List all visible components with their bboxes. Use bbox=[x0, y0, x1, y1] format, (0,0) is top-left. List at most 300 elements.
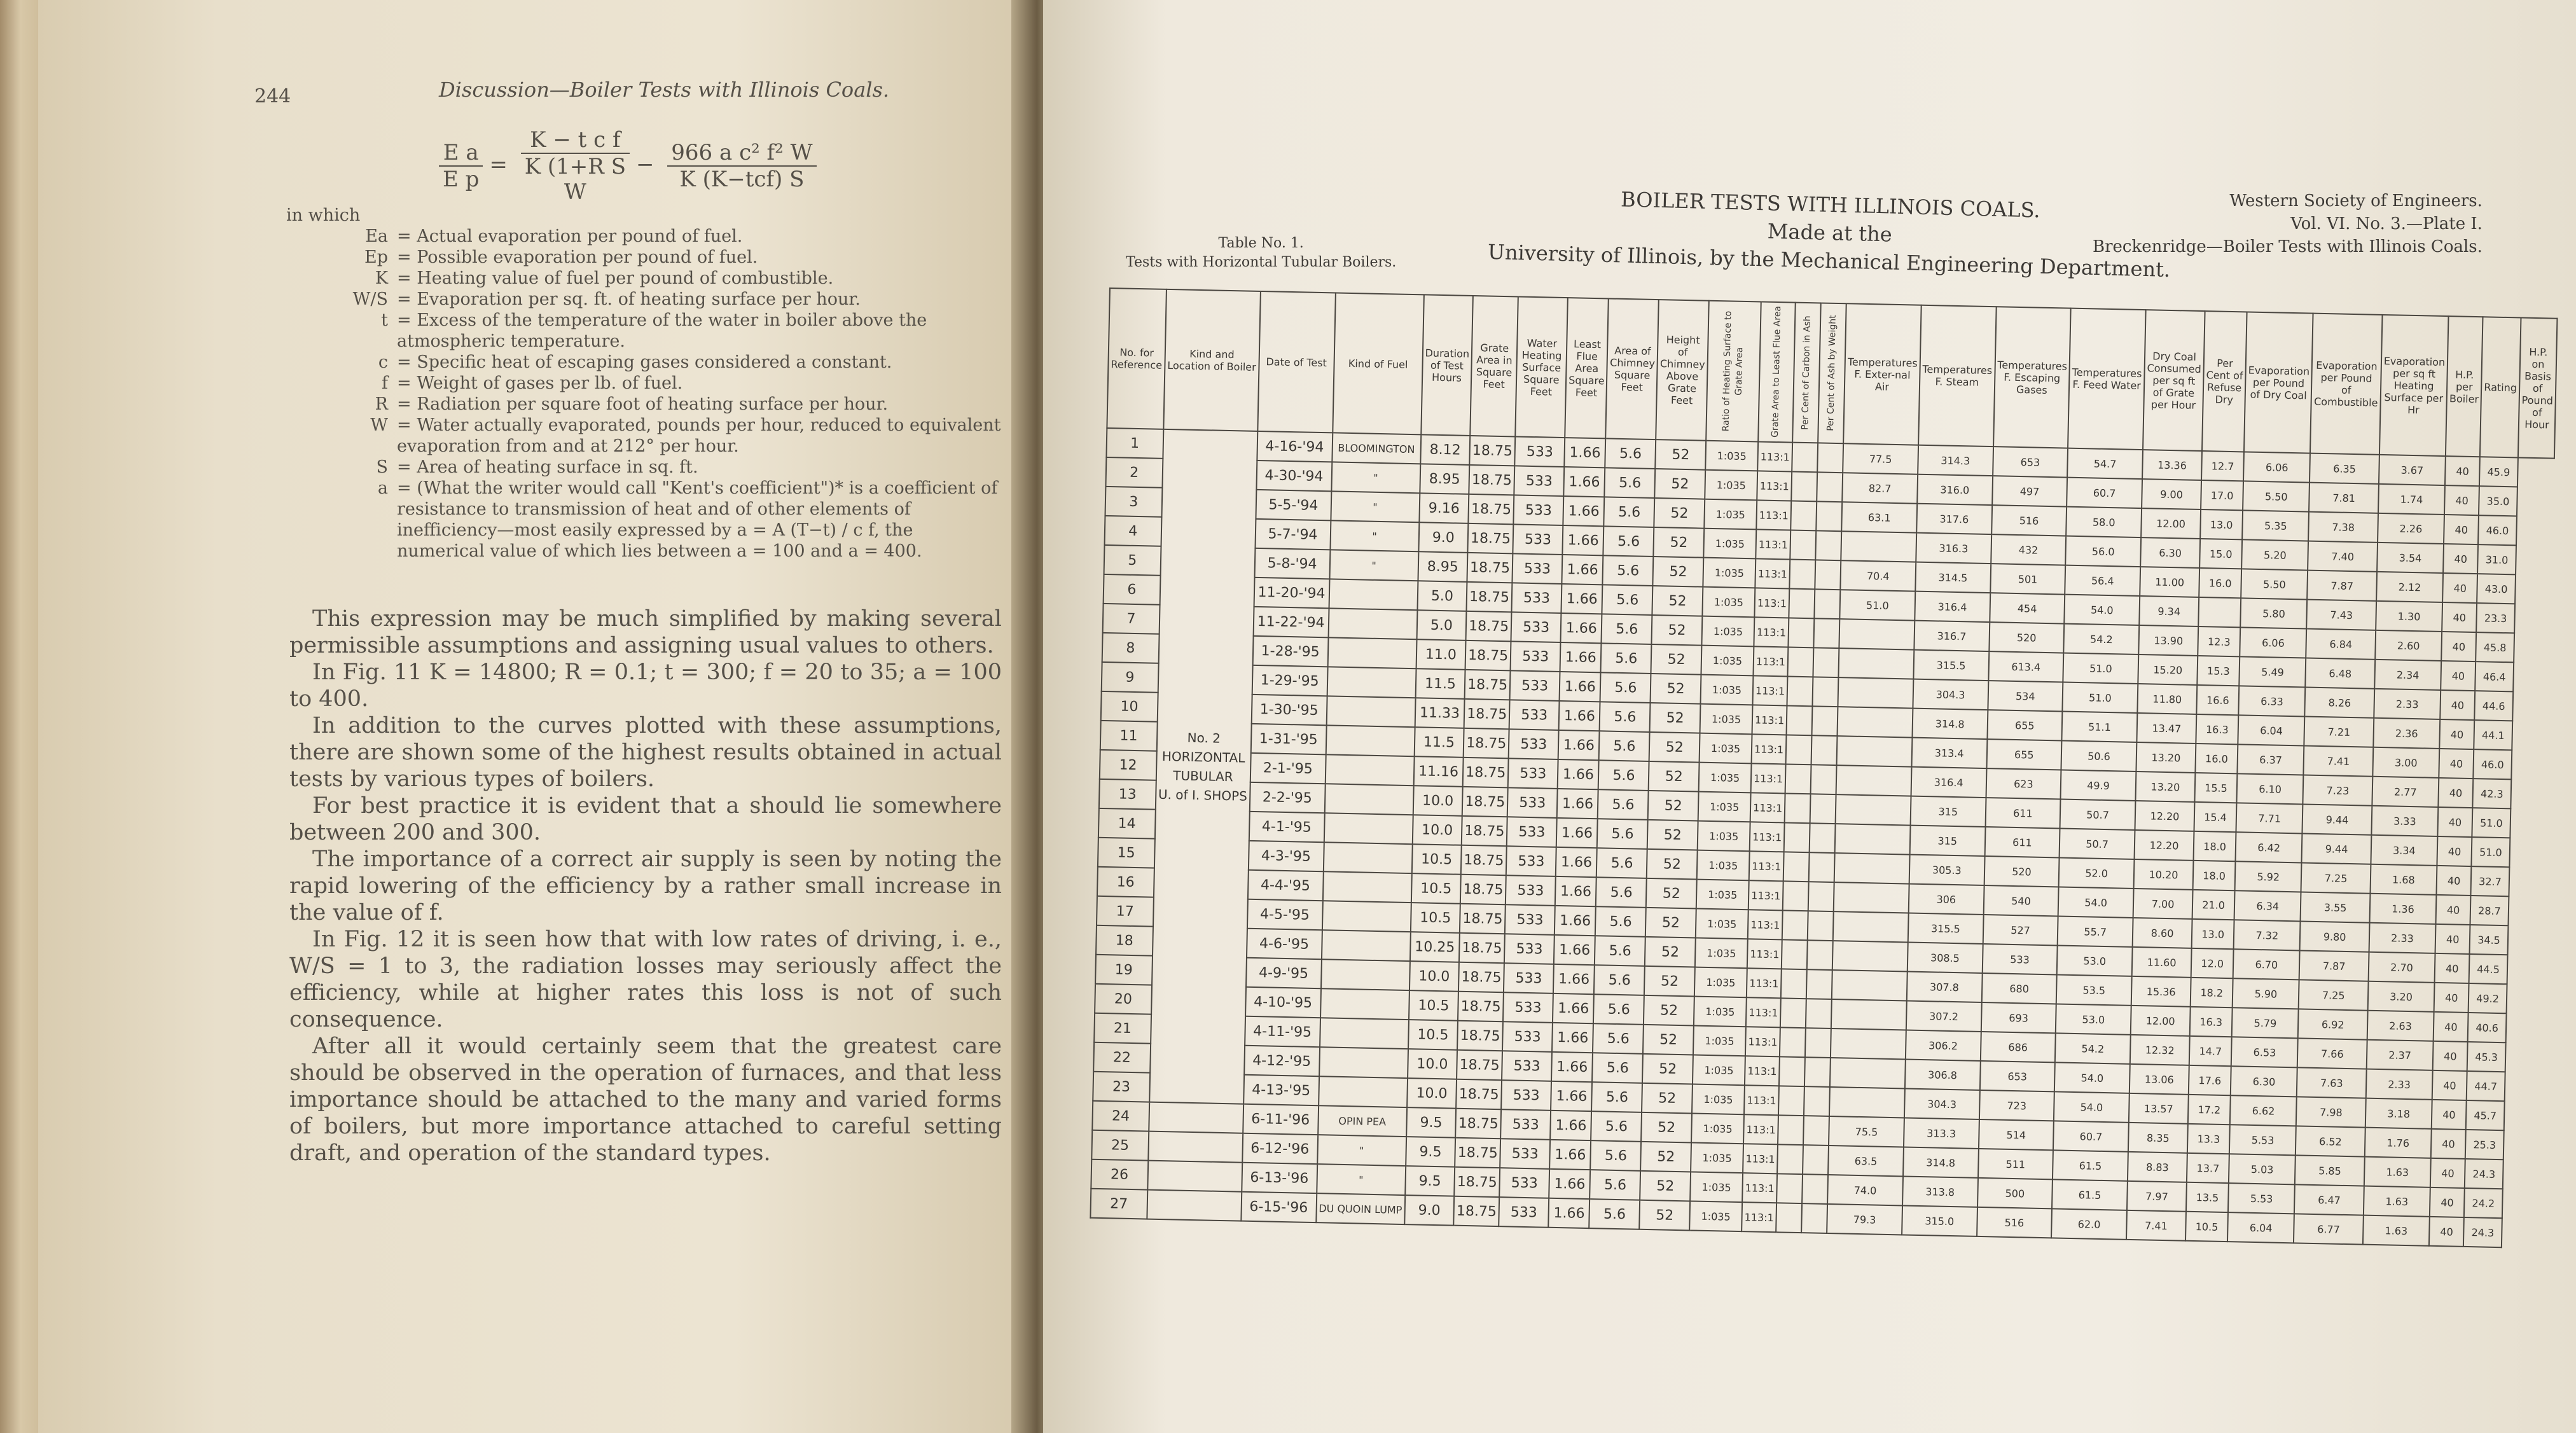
table-cell: 1.63 bbox=[2364, 1186, 2430, 1217]
table-cell: BLOOMINGTON bbox=[1332, 433, 1421, 464]
table-cell: 1:035 bbox=[1705, 441, 1758, 471]
table-cell: 40 bbox=[2440, 690, 2475, 720]
table-cell: 316.3 bbox=[1916, 533, 1991, 564]
table-cell: 686 bbox=[1980, 1032, 2056, 1062]
table-cell: 5.6 bbox=[1592, 1082, 1643, 1112]
table-cell bbox=[1807, 940, 1833, 970]
table-cell: 1 bbox=[1106, 428, 1163, 459]
table-cell: 1.66 bbox=[1559, 701, 1600, 731]
table-cell: 113:1 bbox=[1750, 822, 1785, 852]
table-cell: 31.0 bbox=[2477, 544, 2516, 574]
table-cell: 52 bbox=[1649, 761, 1700, 792]
table-cell: 52 bbox=[1648, 791, 1699, 821]
table-cell: 35.0 bbox=[2479, 486, 2517, 516]
column-header: Per Cent of Carbon in Ash bbox=[1792, 303, 1821, 443]
table-cell: 52 bbox=[1641, 1112, 1692, 1143]
table-cell bbox=[1802, 1174, 1828, 1204]
table-cell: 500 bbox=[1977, 1178, 2053, 1208]
table-cell bbox=[1787, 705, 1813, 735]
column-header: Grate Area in Square Feet bbox=[1470, 296, 1518, 436]
table-cell: 9.00 bbox=[2142, 479, 2201, 509]
table-cell: 2.33 bbox=[2366, 1069, 2433, 1100]
table-cell: 5.49 bbox=[2239, 656, 2306, 687]
table-cell: 17 bbox=[1097, 896, 1154, 927]
table-cell: 5.80 bbox=[2240, 598, 2307, 628]
table-cell: 113:1 bbox=[1757, 471, 1792, 501]
table-cell: 1:035 bbox=[1701, 616, 1754, 647]
table-cell: 533 bbox=[1509, 700, 1560, 730]
table-cell: 9.80 bbox=[2300, 921, 2369, 952]
table-cell: 7.98 bbox=[2296, 1097, 2365, 1127]
table-cell: 9.34 bbox=[2139, 596, 2199, 627]
column-header: Rating bbox=[2480, 317, 2521, 457]
table-cell bbox=[1838, 707, 1913, 737]
table-cell bbox=[1811, 765, 1837, 794]
table-cell: 680 bbox=[1981, 973, 2057, 1004]
table-cell: 10.5 bbox=[1411, 873, 1461, 904]
table-cell: 5.20 bbox=[2241, 539, 2308, 570]
table-cell: 1.66 bbox=[1552, 1023, 1593, 1053]
table-cell: 113:1 bbox=[1746, 997, 1781, 1027]
table-cell: 11.80 bbox=[2137, 684, 2197, 714]
table-cell: 40 bbox=[2438, 807, 2473, 837]
table-cell: 5.6 bbox=[1594, 965, 1645, 995]
table-cell: 4-11-'95 bbox=[1245, 1016, 1320, 1047]
table-cell: 18.75 bbox=[1465, 670, 1511, 700]
table-cell: 13.57 bbox=[2129, 1093, 2189, 1124]
table-cell: 1.66 bbox=[1563, 525, 1604, 555]
table-cell: 15.0 bbox=[2199, 539, 2242, 569]
table-cell: 6.33 bbox=[2238, 686, 2305, 716]
table-cell bbox=[1814, 618, 1840, 648]
table-cell: 5.6 bbox=[1602, 614, 1652, 644]
table-cell: 19 bbox=[1095, 955, 1153, 985]
table-cell: 1:035 bbox=[1698, 792, 1751, 822]
table-cell: 1:035 bbox=[1691, 1142, 1743, 1173]
definition-row: K = Heating value of fuel per pound of combustible. bbox=[375, 268, 834, 288]
table-cell: 52 bbox=[1643, 1025, 1694, 1055]
boiler-kind-cell bbox=[1149, 1102, 1243, 1133]
table-cell bbox=[1837, 736, 1913, 766]
table-cell: 10.20 bbox=[2133, 859, 2193, 890]
table-cell: 533 bbox=[1513, 524, 1563, 555]
table-cell: 22 bbox=[1093, 1042, 1151, 1073]
table-cell: 693 bbox=[1981, 1002, 2056, 1033]
table-cell: 3.33 bbox=[2371, 806, 2438, 836]
made-at: Made at the bbox=[1767, 219, 1893, 247]
table-cell: 113:1 bbox=[1756, 500, 1791, 530]
table-cell: 11.33 bbox=[1415, 698, 1464, 728]
table-cell: 61.5 bbox=[2052, 1179, 2128, 1210]
table-cell: 4-12-'95 bbox=[1244, 1046, 1320, 1076]
table-cell: 40 bbox=[2437, 866, 2472, 896]
table-cell: 15.4 bbox=[2194, 802, 2237, 832]
table-cell: 113:1 bbox=[1747, 968, 1782, 998]
table-cell: 32.7 bbox=[2471, 866, 2510, 896]
table-cell bbox=[1809, 852, 1835, 882]
table-cell: 9.5 bbox=[1405, 1166, 1455, 1196]
table-cell: 4-4-'95 bbox=[1247, 870, 1323, 901]
table-cell: 7.43 bbox=[2307, 600, 2376, 630]
table-cell: 5 bbox=[1104, 545, 1161, 576]
table-cell: 611 bbox=[1985, 798, 2061, 828]
column-header: Per Cent of Refuse Dry bbox=[2202, 311, 2247, 452]
table-cell: 1:035 bbox=[1701, 646, 1754, 676]
table-cell: 15.20 bbox=[2138, 654, 2198, 685]
table-cell: 1.66 bbox=[1550, 1111, 1591, 1140]
table-cell: 1.66 bbox=[1560, 672, 1601, 702]
table-cell: 44.1 bbox=[2474, 720, 2512, 750]
table-cell bbox=[1321, 959, 1410, 990]
table-cell: 18.75 bbox=[1468, 523, 1514, 553]
table-cell: 1:035 bbox=[1701, 675, 1754, 705]
table-cell bbox=[1810, 823, 1836, 853]
table-cell: 4-10-'95 bbox=[1245, 987, 1321, 1018]
table-cell bbox=[1834, 853, 1910, 883]
table-cell: 5.50 bbox=[2241, 569, 2308, 599]
society-name: Western Society of Engineers. bbox=[2229, 191, 2483, 211]
table-cell: 5.6 bbox=[1601, 643, 1652, 674]
table-cell: 6.04 bbox=[2227, 1212, 2294, 1243]
table-cell: 3.34 bbox=[2371, 835, 2437, 866]
table-cell: 17.6 bbox=[2189, 1065, 2231, 1095]
table-cell: 8.12 bbox=[1420, 434, 1470, 465]
definition-row: Ep = Possible evaporation per pound of fuel. bbox=[364, 247, 758, 267]
table-cell: 1:035 bbox=[1694, 967, 1747, 998]
boiler-kind-cell bbox=[1147, 1190, 1242, 1221]
table-cell bbox=[1782, 910, 1808, 940]
table-cell: OPIN PEA bbox=[1318, 1105, 1407, 1137]
table-body bbox=[1090, 428, 2554, 1248]
table-cell: 10.25 bbox=[1410, 932, 1460, 962]
table-cell: 40 bbox=[2437, 836, 2472, 866]
table-cell: 2 bbox=[1105, 457, 1163, 488]
table-cell: " bbox=[1331, 491, 1420, 522]
table-cell: 1.76 bbox=[2365, 1128, 2432, 1158]
table-cell: 113:1 bbox=[1755, 529, 1790, 559]
table-cell: 18.75 bbox=[1457, 1050, 1502, 1080]
table-cell: 16.0 bbox=[2199, 568, 2241, 598]
table-cell: 40 bbox=[2429, 1217, 2464, 1247]
table-cell: 28.7 bbox=[2470, 896, 2509, 925]
table-cell: 13.5 bbox=[2186, 1182, 2229, 1212]
table-cell: 306 bbox=[1909, 884, 1984, 915]
table-cell: 49.2 bbox=[2469, 983, 2507, 1013]
table-cell: 1:035 bbox=[1689, 1201, 1742, 1231]
table-cell: 52 bbox=[1647, 820, 1698, 850]
table-cell: 1.66 bbox=[1556, 847, 1597, 877]
table-cell: 45.8 bbox=[2476, 632, 2514, 662]
table-cell: 52 bbox=[1644, 966, 1695, 997]
table-cell bbox=[1780, 1027, 1806, 1057]
table-cell bbox=[1326, 725, 1415, 756]
paragraph: This expression may be much simplified by making several permissible assumptions and assigning usual values to others. bbox=[289, 606, 1002, 658]
table-cell: 113:1 bbox=[1754, 617, 1789, 647]
table-cell: " bbox=[1331, 462, 1420, 493]
table-cell: 18.75 bbox=[1462, 816, 1507, 846]
table-cell: 432 bbox=[1991, 534, 2067, 565]
table-cell: 113:1 bbox=[1754, 646, 1789, 676]
column-header: Least Flue Area Square Feet bbox=[1565, 298, 1609, 438]
body-text bbox=[289, 606, 1002, 1166]
table-cell bbox=[1812, 706, 1838, 736]
table-cell: 6.62 bbox=[2230, 1095, 2297, 1126]
table-cell: 58.0 bbox=[2066, 507, 2142, 537]
table-cell: 13.20 bbox=[2136, 742, 2196, 773]
university-line: University of Illinois, by the Mechanical Engineering Department. bbox=[1487, 239, 2171, 282]
table-cell: 12.00 bbox=[2141, 508, 2201, 539]
table-cell bbox=[1813, 647, 1839, 677]
table-cell: 533 bbox=[1501, 1080, 1551, 1111]
table-cell: 10.0 bbox=[1408, 1049, 1457, 1079]
table-cell: 113:1 bbox=[1748, 880, 1783, 910]
table-cell: 21.0 bbox=[2192, 890, 2235, 920]
table-cell: 5.6 bbox=[1596, 877, 1647, 908]
table-cell: 1:035 bbox=[1692, 1084, 1745, 1114]
table-cell: 6.42 bbox=[2236, 832, 2302, 862]
table-cell: 1.74 bbox=[2378, 484, 2445, 515]
table-cell bbox=[1778, 1115, 1804, 1145]
table-cell: 45.3 bbox=[2467, 1042, 2506, 1072]
table-cell: 1.66 bbox=[1553, 964, 1595, 994]
table-cell: 1:035 bbox=[1690, 1172, 1743, 1202]
table-cell bbox=[1783, 852, 1810, 882]
table-cell: 1.66 bbox=[1549, 1169, 1590, 1199]
table-cell bbox=[1320, 988, 1409, 1020]
table-cell: 1.66 bbox=[1560, 642, 1602, 672]
table-cell: 516 bbox=[1991, 505, 2067, 536]
table-cell: 4-16-'94 bbox=[1257, 431, 1333, 462]
table-cell: 1.66 bbox=[1564, 438, 1605, 467]
table-cell: 11.60 bbox=[2132, 947, 2192, 978]
table-caption bbox=[1126, 234, 1396, 272]
table-cell bbox=[1833, 911, 1909, 942]
table-cell: 40 bbox=[2441, 661, 2476, 691]
table-cell: 18.75 bbox=[1462, 787, 1508, 817]
table-cell: 316.0 bbox=[1917, 474, 1993, 505]
table-cell: 1.66 bbox=[1563, 496, 1604, 526]
table-cell: 10.0 bbox=[1407, 1078, 1457, 1109]
table-cell: 1:035 bbox=[1693, 1055, 1745, 1085]
table-cell bbox=[1324, 813, 1413, 844]
table-cell: 3.54 bbox=[2377, 543, 2444, 573]
table-cell: 54.0 bbox=[2058, 887, 2134, 917]
table-cell: 15.5 bbox=[2195, 773, 2238, 803]
table-cell: 2.63 bbox=[2367, 1011, 2434, 1041]
table-cell: 16.0 bbox=[2195, 744, 2238, 773]
table-cell: 52 bbox=[1645, 937, 1696, 967]
table-cell bbox=[1841, 531, 1916, 562]
table-cell bbox=[1830, 1058, 1906, 1088]
table-cell: 40 bbox=[2439, 749, 2474, 779]
table-cell: 5.6 bbox=[1595, 936, 1645, 966]
table-cell: 5.85 bbox=[2295, 1155, 2364, 1186]
table-cell: 7.40 bbox=[2308, 541, 2378, 572]
society-block bbox=[2093, 190, 2483, 258]
table-cell: 8.95 bbox=[1420, 464, 1469, 494]
table-cell: 52 bbox=[1640, 1171, 1691, 1201]
table-cell: 2-2-'95 bbox=[1249, 782, 1325, 813]
definition-row: Ea = Actual evaporation per pound of fuel. bbox=[365, 226, 743, 246]
table-cell: 6.37 bbox=[2237, 744, 2304, 775]
table-cell: 18.75 bbox=[1469, 465, 1514, 495]
table-cell: 54.2 bbox=[2064, 624, 2140, 654]
table-cell: 10.5 bbox=[1411, 844, 1461, 875]
table-cell: 1.66 bbox=[1553, 993, 1594, 1023]
table-cell: 1-28-'95 bbox=[1252, 636, 1328, 667]
table-cell: 1.36 bbox=[2369, 894, 2436, 924]
table-cell: 40 bbox=[2442, 573, 2477, 603]
table-cell: 113:1 bbox=[1745, 1056, 1780, 1086]
table-cell: 40 bbox=[2439, 719, 2474, 749]
definition-row: W = Water actually evaporated, pounds per hour, reduced to equivalent evaporation from and at 212° per hour. bbox=[370, 415, 1001, 456]
table-cell: 5.92 bbox=[2235, 861, 2302, 892]
table-cell: 11.00 bbox=[2140, 567, 2199, 597]
table-cell bbox=[1319, 1047, 1408, 1078]
table-cell bbox=[1790, 530, 1816, 560]
table-cell: 1.66 bbox=[1554, 935, 1595, 965]
table-cell: 2.33 bbox=[2369, 923, 2435, 953]
table-cell bbox=[2198, 597, 2241, 627]
table-cell: 27 bbox=[1090, 1189, 1147, 1219]
table-cell bbox=[1803, 1116, 1829, 1146]
table-cell: 18.75 bbox=[1458, 992, 1504, 1021]
table-cell: 70.4 bbox=[1840, 560, 1916, 591]
table-cell bbox=[1319, 1076, 1408, 1107]
table-cell: 5.50 bbox=[2243, 481, 2309, 511]
table-cell: 40 bbox=[2430, 1187, 2465, 1217]
table-cell: 307.8 bbox=[1907, 972, 1983, 1002]
table-cell: 315.5 bbox=[1908, 913, 1984, 944]
table-cell: 1:035 bbox=[1703, 558, 1755, 588]
table-cell: 53.0 bbox=[2057, 945, 2133, 976]
table-cell: 51.0 bbox=[1840, 590, 1916, 620]
boiler-kind-line: TUBULAR bbox=[1173, 768, 1233, 785]
column-header: Temperatures F. Exter-nal Air bbox=[1843, 303, 1921, 445]
definitions-list bbox=[286, 205, 1005, 562]
table-cell: 52 bbox=[1645, 908, 1696, 938]
table-cell: 25.3 bbox=[2465, 1130, 2504, 1160]
table-cell bbox=[1805, 1028, 1831, 1058]
table-cell: 313.8 bbox=[1902, 1176, 1978, 1207]
table-cell: 40 bbox=[2444, 515, 2479, 544]
table-cell: 18.75 bbox=[1469, 436, 1515, 466]
table-cell: 3 bbox=[1105, 487, 1162, 517]
table-cell: 6.06 bbox=[2243, 452, 2310, 482]
table-cell bbox=[1322, 871, 1411, 903]
table-cell: 1.66 bbox=[1561, 613, 1602, 643]
table-cell: 18.75 bbox=[1453, 1196, 1499, 1226]
table-cell: 52 bbox=[1640, 1142, 1691, 1172]
table-cell: 5.03 bbox=[2229, 1154, 2296, 1184]
table-cell: 1.66 bbox=[1551, 1052, 1593, 1082]
table-cell bbox=[1779, 1056, 1805, 1086]
table-cell bbox=[1808, 911, 1834, 941]
table-cell: 23.3 bbox=[2476, 603, 2515, 633]
table-cell: 1:035 bbox=[1691, 1113, 1744, 1144]
table-cell: 6.34 bbox=[2234, 890, 2301, 921]
table-cell: 40 bbox=[2444, 485, 2479, 515]
table-cell: 520 bbox=[1989, 622, 2065, 653]
table-cell: 13 bbox=[1099, 779, 1156, 810]
table-cell: 52 bbox=[1655, 469, 1706, 499]
table-cell bbox=[1783, 881, 1809, 911]
boiler-kind-cell bbox=[1147, 1161, 1242, 1192]
definition-row: S = Area of heating surface in sq. ft. bbox=[376, 457, 698, 477]
table-cell: 313.4 bbox=[1911, 738, 1987, 768]
table-cell: 1.30 bbox=[2376, 601, 2442, 632]
table-cell: 5.6 bbox=[1596, 848, 1647, 878]
table-cell: 533 bbox=[1502, 1021, 1553, 1052]
table-cell: 13.90 bbox=[2138, 625, 2198, 656]
table-cell: 5.6 bbox=[1600, 672, 1651, 703]
table-cell: 46.0 bbox=[2478, 515, 2517, 545]
table-cell: 2.60 bbox=[2375, 630, 2442, 661]
table-cell: 5.6 bbox=[1600, 702, 1651, 732]
table-cell: 63.1 bbox=[1841, 502, 1917, 532]
table-cell: 520 bbox=[1984, 856, 2060, 887]
table-cell bbox=[1324, 784, 1413, 815]
table-cell: 613.4 bbox=[1988, 651, 2064, 682]
table-cell: 6.10 bbox=[2237, 773, 2304, 804]
table-cell: 5.6 bbox=[1604, 497, 1655, 527]
table-cell: 314.8 bbox=[1903, 1147, 1979, 1177]
table-cell: 42.3 bbox=[2473, 779, 2512, 808]
table-cell: 40.6 bbox=[2468, 1013, 2507, 1042]
table-cell: 63.5 bbox=[1828, 1146, 1904, 1176]
table-cell: 113:1 bbox=[1753, 675, 1788, 705]
table-cell: 16.3 bbox=[2196, 714, 2238, 744]
table-cell: 52 bbox=[1654, 498, 1705, 529]
table-cell: 5.6 bbox=[1593, 1023, 1644, 1054]
table-subtitle: Tests with Horizontal Tubular Boilers. bbox=[1126, 254, 1397, 270]
table-cell: 3.00 bbox=[2372, 747, 2439, 778]
table-cell: 8 bbox=[1102, 633, 1160, 663]
table-cell: 40 bbox=[2445, 456, 2480, 486]
table-cell: 315 bbox=[1909, 826, 1985, 856]
table-cell: 11.5 bbox=[1414, 727, 1464, 758]
table-cell: 8.60 bbox=[2133, 918, 2192, 948]
table-cell bbox=[1792, 443, 1818, 473]
table-cell: 533 bbox=[1507, 787, 1558, 818]
table-cell: 52 bbox=[1651, 674, 1701, 704]
table-cell: 40 bbox=[2435, 953, 2470, 983]
table-cell: 1.66 bbox=[1562, 584, 1603, 614]
table-cell bbox=[1329, 579, 1418, 610]
table-cell: 5.6 bbox=[1597, 819, 1648, 849]
table-cell bbox=[1789, 560, 1815, 590]
table-cell: 533 bbox=[1504, 963, 1554, 993]
table-cell: 113:1 bbox=[1750, 793, 1785, 822]
column-header: Temperatures F. Escaping Gases bbox=[1993, 307, 2071, 448]
table-cell: 40 bbox=[2443, 544, 2478, 574]
table-cell: 24 bbox=[1092, 1101, 1149, 1132]
table-cell bbox=[1790, 501, 1817, 531]
boiler-test-table bbox=[1090, 287, 2558, 1249]
table-cell: 5.0 bbox=[1417, 581, 1467, 611]
table-cell: 8.83 bbox=[2128, 1152, 2187, 1182]
table-cell: 17.0 bbox=[2201, 480, 2243, 510]
table-cell: 10 bbox=[1101, 691, 1158, 722]
table-cell: 11.5 bbox=[1415, 668, 1465, 699]
paragraph: The importance of a correct air supply is seen by noting the rapid lowering of the efficiency by a rather small increase in the value of f. bbox=[289, 847, 1002, 925]
formula-lhs: $\frac{\text{E a}}{\text{E p}}$ bbox=[439, 140, 483, 192]
table-cell: 533 bbox=[1506, 875, 1556, 906]
table-cell: 9.0 bbox=[1418, 522, 1468, 553]
definition-row: f = Weight of gases per lb. of fuel. bbox=[382, 373, 683, 393]
column-header: H.P. on Basis of Pound of Hour bbox=[2518, 317, 2558, 458]
table-cell: 18.75 bbox=[1458, 962, 1504, 992]
